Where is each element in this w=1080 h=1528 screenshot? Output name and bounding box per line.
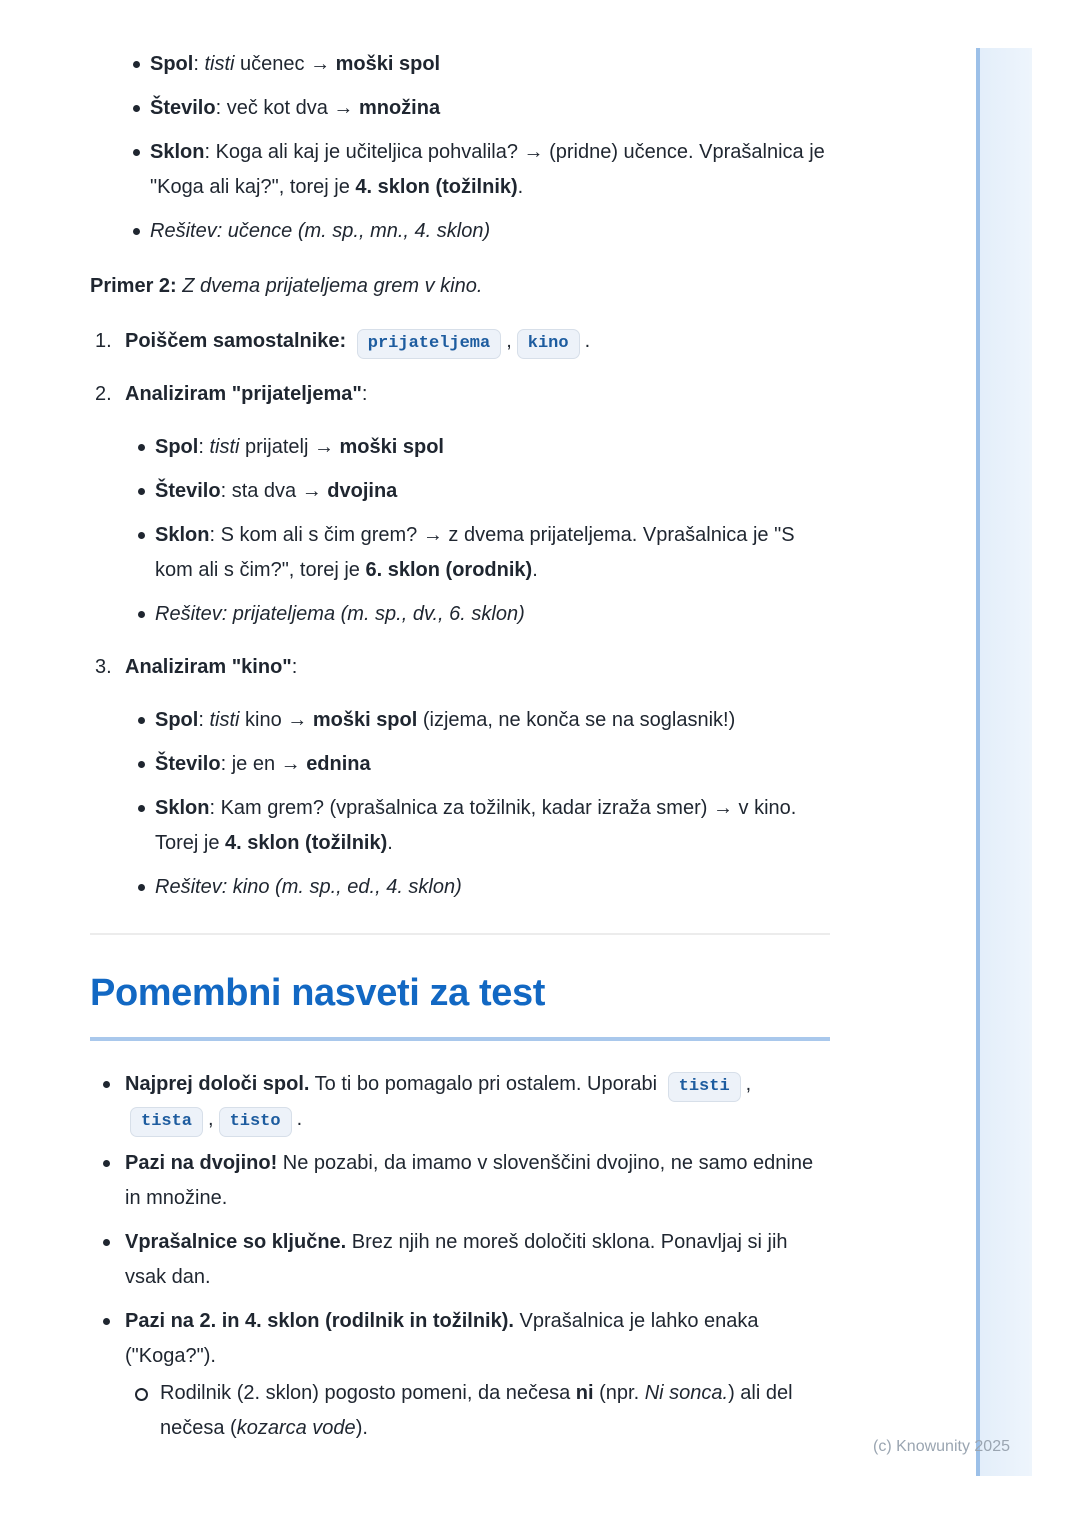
primer2-steps-list [90,324,830,905]
step-find-nouns [95,324,830,359]
text-run: ) ali del nečesa ( [160,1382,793,1439]
step3-analysis-list [125,703,830,905]
emphasis-text: ni [575,1382,594,1404]
text-run: , [745,1073,752,1095]
analysis-item-sklon [150,135,830,205]
text-run: Brez njih ne moreš določiti sklona. Ponavljaj si jih vsak dan. [125,1231,788,1288]
text-run: : Kam grem? (vprašalnica za tožilnik, kadar izraža smer) → v kino. Torej je [155,797,797,854]
text-run: : sta dva → [220,480,328,502]
result-text: 6. sklon (orodnik) [365,559,533,581]
step-label: Poiščem samostalnike: [125,330,347,352]
analysis-item-stevilo [155,474,830,509]
tips-section-heading: Pomembni nasveti za test [90,969,830,1041]
text-run: prijatelj → [239,436,340,458]
example-text: Ni sonca. [644,1382,729,1404]
result-text: moški spol [335,53,441,75]
section-divider [90,933,830,935]
copyright-watermark: (c) Knowunity 2025 [873,1438,1010,1455]
document-content [90,47,830,1455]
tip-lead: Najprej določi spol. [125,1073,310,1095]
analysis-item-resitev: Rešitev: kino (m. sp., ed., 4. sklon) [155,870,830,905]
result-text: moški spol [312,709,418,731]
term-label: Število [155,753,221,775]
term-label: Sklon [155,524,210,546]
analysis-item-stevilo [155,747,830,782]
term-label: Sklon [150,141,205,163]
tip-questions-key [125,1225,830,1295]
text-run: (izjema, ne konča se na soglasnik!) [417,709,736,731]
step-label: Analiziram "prijateljema" [125,383,362,405]
tip-lead: Vprašalnice so ključne. [125,1231,347,1253]
primer1-analysis-list [90,47,830,249]
step2-analysis-list [125,430,830,632]
code-tag-tisto: tisto [219,1107,292,1137]
step-analyze-prijateljema [95,377,830,632]
text-run: : več kot dva → [215,97,359,119]
analysis-item-spol [155,703,830,738]
term-label: Spol [150,53,194,75]
analysis-item-resitev: Rešitev: učence (m. sp., mn., 4. sklon) [150,214,830,249]
result-text: moški spol [339,436,444,458]
page-edge-strip [976,48,1032,1476]
analysis-item-resitev: Rešitev: prijateljema (m. sp., dv., 6. sklon) [155,597,830,632]
result-text: množina [358,97,441,119]
text-run: To ti bo pomagalo pri ostalem. Uporabi [309,1073,663,1095]
step-number: 3. [95,656,112,678]
text-run [346,330,352,352]
result-text: 4. sklon (tožilnik) [225,832,388,854]
text-run: . [532,559,538,581]
term-label: Spol [155,709,199,731]
term-label: Sklon [155,797,210,819]
text-run: , [208,1108,214,1130]
result-text: 4. sklon (tožilnik) [355,176,518,198]
result-text: ednina [306,753,371,775]
text-run: . [387,832,393,854]
analysis-item-spol [150,47,830,82]
tip-lead: Pazi na dvojino! [125,1152,278,1174]
text-run: : Koga ali kaj je učiteljica pohvalila? → (pridne) učence. Vprašalnica je "Koga ali kaj?", torej je [150,141,825,198]
text-run: . [584,330,591,352]
step-label: Analiziram "kino" [125,656,292,678]
code-tag-prijateljema: prijateljema [357,329,501,359]
analysis-item-stevilo [150,91,830,126]
text-run: kino → [239,709,313,731]
analysis-item-sklon [155,518,830,588]
text-run: : [198,709,210,731]
demo-word: tisti [209,709,240,731]
term-label: Spol [155,436,199,458]
primer2-sentence: Z dvema prijateljema grem v kino. [176,275,483,297]
text-run: Ne pozabi, da imamo v slovenščini dvojino, ne samo ednine in množine. [125,1152,814,1209]
text-run: : [193,53,205,75]
code-tag-kino: kino [517,329,580,359]
text-run: . [517,176,524,198]
demo-word: tisti [204,53,235,75]
tip-cases-sublist [125,1376,830,1446]
tip-watch-dual [125,1146,830,1216]
text-run: ). [355,1417,368,1439]
demo-word: tisti [209,436,240,458]
tip-cases-2-4 [125,1304,830,1446]
step-number: 1. [95,330,112,352]
term-label: Število [155,480,221,502]
text-run: : [291,656,298,678]
tips-list [90,1067,830,1446]
text-run: (npr. [593,1382,645,1404]
text-run: : je en → [220,753,307,775]
text-run: : [361,383,368,405]
primer2-paragraph [90,269,830,304]
example-text: kozarca vode [236,1417,356,1439]
text-run: Vprašalnica je lahko enaka ("Koga?"). [125,1310,759,1367]
text-run: učenec → [234,53,336,75]
tip-lead: Pazi na 2. in 4. sklon (rodilnik in tožilnik). [125,1310,514,1332]
analysis-item-spol [155,430,830,465]
code-tag-tista: tista [130,1107,203,1137]
result-text: dvojina [327,480,398,502]
step-number: 2. [95,383,112,405]
text-run: Rodilnik (2. sklon) pogosto pomeni, da nečesa [160,1382,576,1404]
tip-genitive-note [160,1376,830,1446]
text-run: , [506,330,512,352]
text-run: : [198,436,210,458]
analysis-item-sklon [155,791,830,861]
tip-determine-gender [125,1067,830,1137]
term-label: Število [150,97,216,119]
step-analyze-kino [95,650,830,905]
text-run: . [296,1108,303,1130]
code-tag-tisti: tisti [668,1072,741,1102]
text-run: : S kom ali s čim grem? → z dvema prijateljema. Vprašalnica je "S kom ali s čim?", torej je [155,524,795,581]
primer2-label: Primer 2: [90,275,177,297]
